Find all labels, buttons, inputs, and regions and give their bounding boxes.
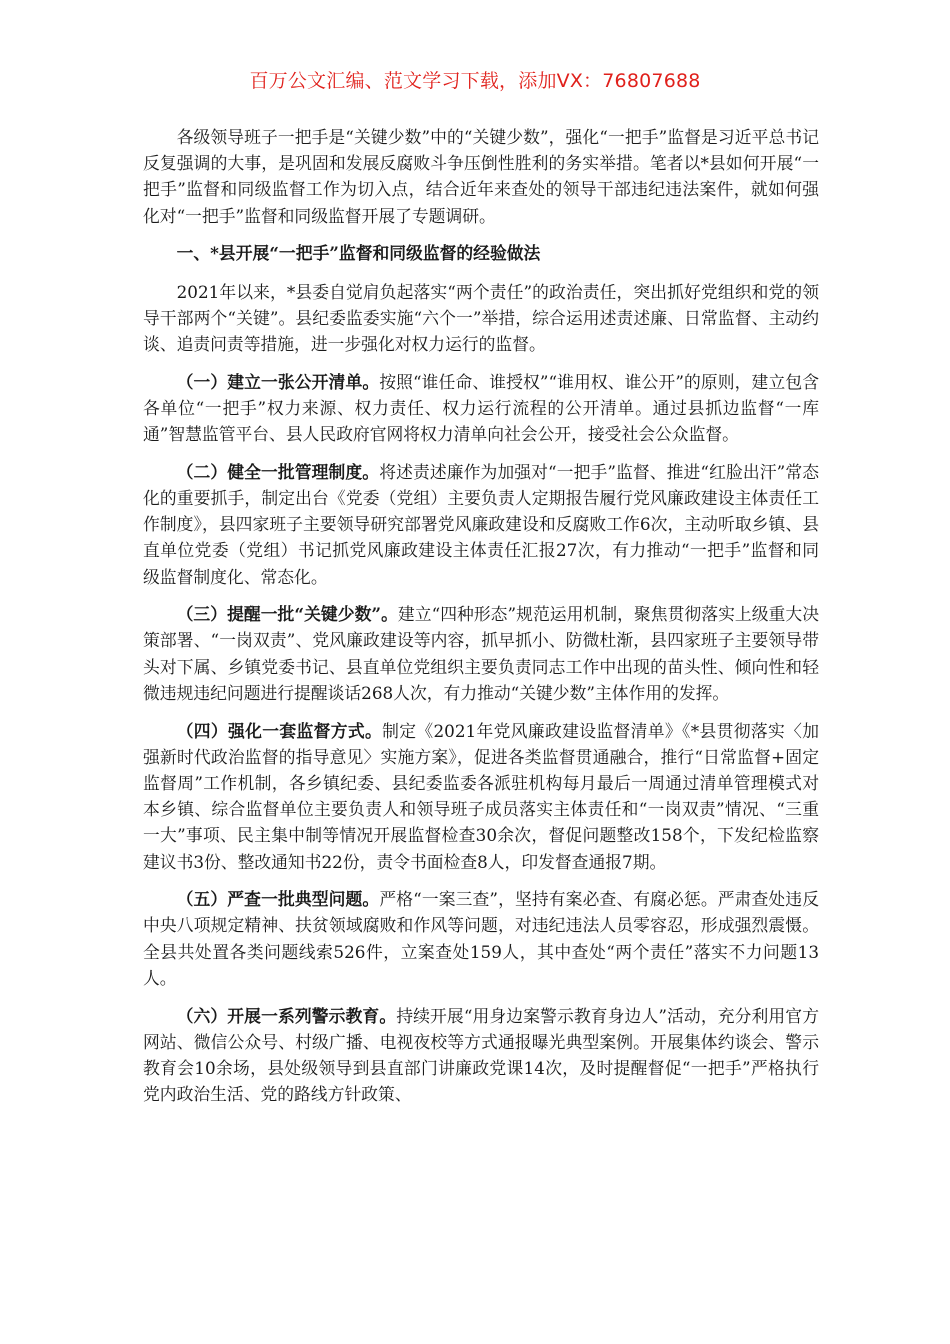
item-paragraph-4 — [143, 718, 819, 875]
section-intro-paragraph: 2021年以来，*县委自觉肩负起落实“两个责任”的政治责任，突出抓好党组织和党的领导干部两个“关键”。县纪委监委实施“六个一”举措，综合运用述责述廉、日常监督、主动约谈、追责问责等措施，进一步强化对权力运行的监督。 — [143, 281, 819, 354]
item-paragraph-2 — [143, 459, 819, 590]
document-body — [143, 124, 819, 1119]
item-lead: （四）强化一套监督方式。 — [176, 720, 383, 741]
page-header-banner: 百万公文汇编、范文学习下载，添加VX：76807688 — [249, 70, 701, 92]
item-text: 将述责述廉作为加强对“一把手”监督、推进“红脸出汗”常态化的重要抓手，制定出台《党委（党组）主要负责人定期报告履行党风廉政建设主体责任工作制度》，县四家班子主要领导研究部署党风廉政建设和反腐败工作6次，主动听取乡镇、县直单位党委（党组）书记抓党风廉政建设主体责任汇报27次，有力推动“一把手”监督和同级监督制度化、常态化。 — [143, 461, 819, 587]
item-text: 持续开展“用身边案警示教育身边人”活动，充分利用官方网站、微信公众号、村级广播、电视夜校等方式通报曝光典型案例。开展集体约谈会、警示教育会10余场，县处级领导到县直部门讲廉政党课14次，及时提醒督促“一把手”严格执行党内政治生活、党的路线方针政策、 — [143, 1005, 819, 1105]
item-paragraph-1 — [143, 369, 819, 448]
item-paragraph-3 — [143, 601, 819, 706]
item-lead: （三）提醒一批“关键少数”。 — [176, 604, 398, 625]
intro-paragraph: 各级领导班子一把手是“关键少数”中的“关键少数”，强化“一把手”监督是习近平总书记反复强调的大事，是巩固和发展反腐败斗争压倒性胜利的务实举措。笔者以*县如何开展“一把手”监督和同级监督工作为切入点，结合近年来查处的领导干部违纪违法案件，就如何强化对“一把手”监督和同级监督开展了专题调研。 — [143, 127, 819, 226]
section-heading: 一、*县开展“一把手”监督和同级监督的经验做法 — [176, 243, 541, 264]
item-text: 按照“谁任命、谁授权”“谁用权、谁公开”的原则，建立包含各单位“一把手”权力来源、权力责任、权力运行流程的公开清单。通过县抓边监督“一库通”智慧监管平台、县人民政府官网将权力清单向社会公开，接受社会公众监督。 — [143, 371, 819, 445]
item-paragraph-6 — [143, 1003, 819, 1108]
item-text: 建立“四种形态”规范运用机制，聚焦贯彻落实上级重大决策部署、“一岗双责”、党风廉政建设等内容，抓早抓小、防微杜渐，县四家班子主要领导带头对下属、乡镇党委书记、县直单位党组织主要负责同志工作中出现的苗头性、倾向性和轻微违规违纪问题进行提醒谈话268人次，有力推动“关键少数”主体作用的发挥。 — [143, 604, 819, 703]
item-lead: （六）开展一系列警示教育。 — [176, 1005, 397, 1026]
item-lead: （二）健全一批管理制度。 — [176, 461, 380, 482]
item-lead: （五）严查一批典型问题。 — [176, 889, 380, 910]
item-lead: （一）建立一张公开清单。 — [176, 371, 380, 392]
item-paragraph-5 — [143, 886, 819, 991]
item-text: 制定《2021年党风廉政建设监督清单》《*县贯彻落实〈加强新时代政治监督的指导意见〉实施方案》，促进各类监督贯通融合，推行“日常监督+固定监督周”工作机制，各乡镇纪委、县纪委监委各派驻机构每月最后一周通过清单管理模式对本乡镇、综合监督单位主要负责人和领导班子成员落实主体责任和“一岗双责”情况、“三重一大”事项、民主集中制等情况开展监督检查30余次，督促问题整改158个，下发纪检监察建议书3份、整改通知书22份，责令书面检查8人，印发督查通报7期。 — [143, 720, 819, 872]
item-text: 严格“一案三查”，坚持有案必查、有腐必惩。严肃查处违反中央八项规定精神、扶贫领域腐败和作风等问题，对违纪违法人员零容忍，形成强烈震慑。全县共处置各类问题线索526件，立案查处159人，其中查处“两个责任”落实不力问题13人。 — [143, 889, 819, 988]
